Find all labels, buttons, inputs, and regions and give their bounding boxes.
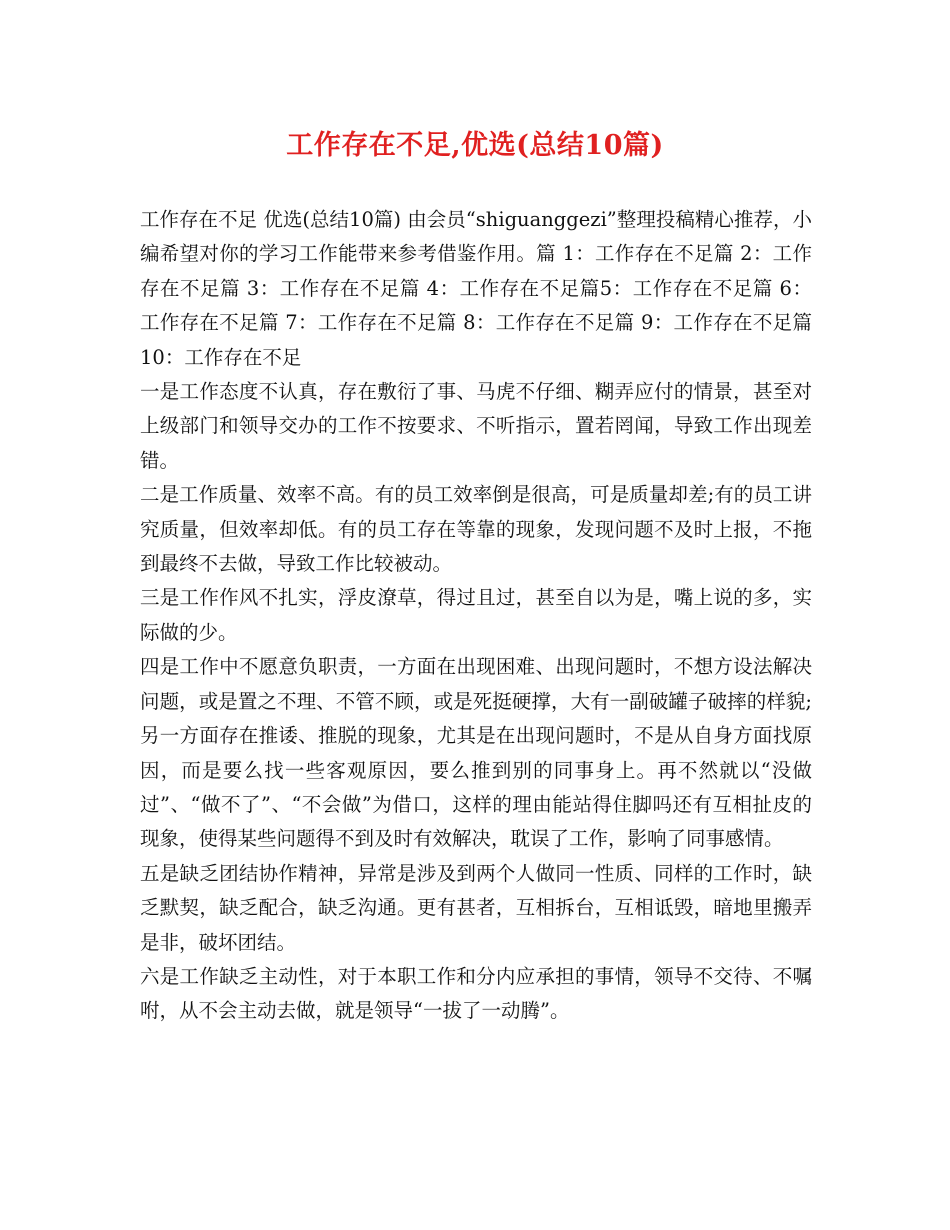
intro-paragraph: 工作存在不足 优选(总结10篇) 由会员“shiguanggezi”整理投稿精心推荐，小编希望对你的学习工作能带来参考借鉴作用。篇 1：工作存在不足篇 2：工作存在不足篇 3：工作存在不足篇 4：工作存在不足篇5：工作存在不足篇 6：工作存在不足篇 7：工作存在不足篇 8：工作存在不足篇 9：工作存在不足篇 10：工作存在不足 xyxy=(140,208,812,369)
paragraph-point-4: 四是工作中不愿意负职责，一方面在出现困难、出现问题时，不想方设法解决问题，或是置之不理、不管不顾，或是死挺硬撑，大有一副破罐子破摔的样貌;另一方面存在推诿、推脱的现象，尤其是在出现问题时，不是从自身方面找原因，而是要么找一些客观原因，要么推到别的同事身上。再不然就以“没做过”、“做不了”、“不会做”为借口，这样的理由能站得住脚吗还有互相扯皮的现象，使得某些问题得不到及时有效解决，耽误了工作，影响了同事感情。 xyxy=(140,655,812,851)
document-body xyxy=(140,203,812,1029)
paragraph-point-1: 一是工作态度不认真，存在敷衍了事、马虎不仔细、糊弄应付的情景，甚至对上级部门和领导交办的工作不按要求、不听指示，置若罔闻，导致工作出现差错。 xyxy=(140,380,812,472)
paragraph-point-5: 五是缺乏团结协作精神，异常是涉及到两个人做同一性质、同样的工作时，缺乏默契，缺乏配合，缺乏沟通。更有甚者，互相拆台，互相诋毁，暗地里搬弄是非，破坏团结。 xyxy=(140,861,812,954)
page-title: 工作存在不足,优选(总结10篇) xyxy=(286,130,664,161)
paragraph-point-3: 三是工作作风不扎实，浮皮潦草，得过且过，甚至自以为是，嘴上说的多，实际做的少。 xyxy=(140,586,812,644)
paragraph-point-6: 六是工作缺乏主动性，对于本职工作和分内应承担的事情，领导不交待、不嘱咐，从不会主动去做，就是领导“一拔了一动腾”。 xyxy=(140,964,812,1023)
paragraph-point-2: 二是工作质量、效率不高。有的员工效率倒是很高，可是质量却差;有的员工讲究质量，但效率却低。有的员工存在等靠的现象，发现问题不及时上报，不拖到最终不去做，导致工作比较被动。 xyxy=(140,483,812,576)
